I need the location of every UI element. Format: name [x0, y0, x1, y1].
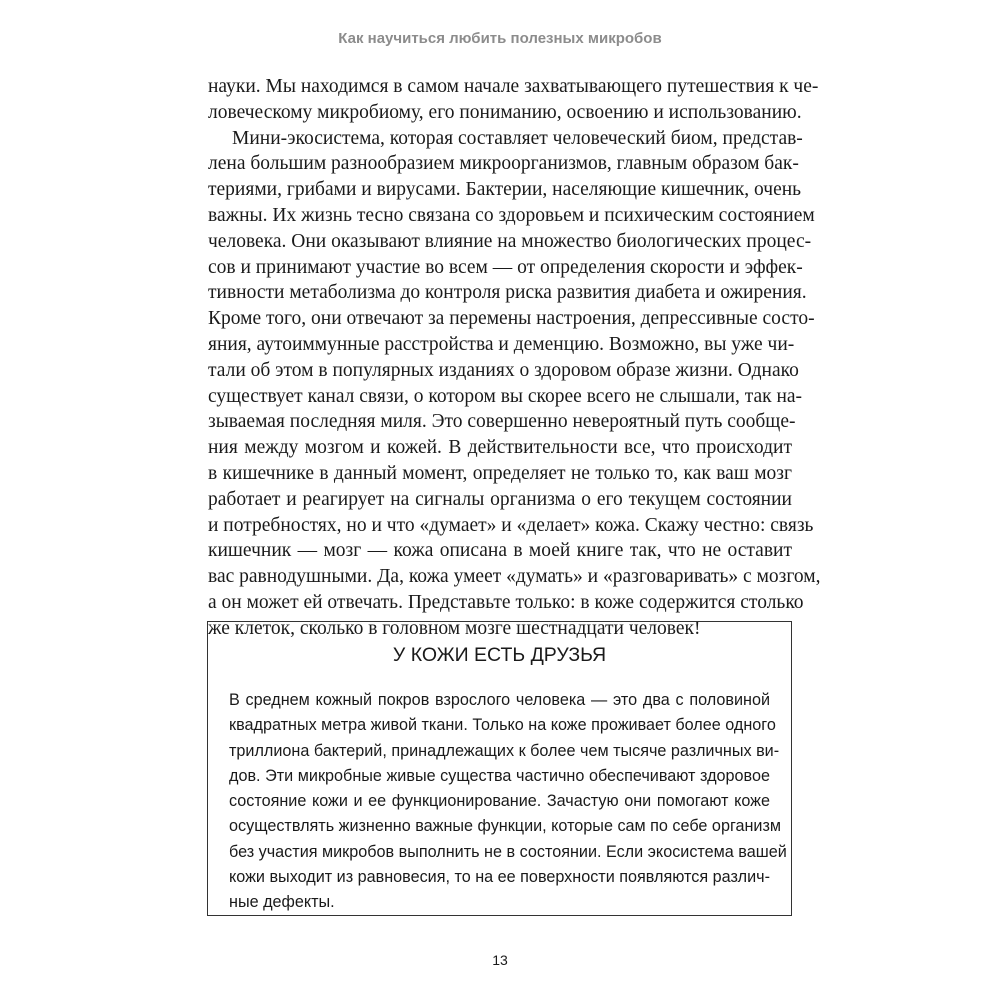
body-line: существует канал связи, о котором вы скорее всего не слышали, так на- — [208, 385, 803, 407]
body-line: же клеток, сколько в головном мозге шестнадцати человек! — [208, 617, 701, 639]
sidebar-line: без участия микробов выполнить не в состоянии. Если экосистема вашей — [229, 842, 787, 861]
body-line: человека. Они оказывают влияние на множество биологических процес- — [208, 230, 812, 252]
body-line: кишечник — мозг — кожа описана в моей книге так, что не оставит — [208, 540, 792, 562]
sidebar-line: кожи выходит из равновесия, то на ее поверхности появляются различ- — [229, 868, 770, 887]
sidebar-line: ные дефекты. — [229, 893, 335, 912]
body-line: териями, грибами и вирусами. Бактерии, населяющие кишечник, очень — [208, 179, 802, 201]
sidebar-line: триллиона бактерий, принадлежащих к более чем тысяче различных ви- — [229, 741, 780, 760]
body-line: лена большим разнообразием микроорганизмов, главным образом бак- — [208, 153, 799, 175]
sidebar-line: состояние кожи и ее функционирование. Зачастую они помогают коже — [229, 792, 770, 811]
body-line: Кроме того, они отвечают за перемены настроения, депрессивные состо- — [208, 308, 815, 330]
body-line: тали об этом в популярных изданиях о здоровом образе жизни. Однако — [208, 359, 799, 381]
body-line: сов и принимают участие во всем — от определения скорости и эффек- — [208, 256, 803, 278]
body-text — [208, 74, 821, 642]
running-head-title: Как научиться любить полезных микробов — [338, 30, 662, 47]
sidebar-line: осуществлять жизненно важные функции, которые сам по себе организм — [229, 817, 782, 836]
sidebar-box — [207, 621, 792, 916]
body-line: вас равнодушными. Да, кожа умеет «думать» и «разговаривать» с мозгом, — [208, 566, 821, 588]
sidebar-title: У КОЖИ ЕСТЬ ДРУЗЬЯ — [392, 644, 607, 666]
sidebar-line: дов. Эти микробные живые существа частично обеспечивают здоровое — [229, 766, 770, 785]
body-line: ния между мозгом и кожей. В действительности все, что происходит — [208, 437, 792, 459]
body-line: тивности метаболизма до контроля риска развития диабета и ожирения. — [208, 282, 807, 304]
sidebar-line: квадратных метра живой ткани. Только на коже проживает более одного — [229, 716, 776, 735]
page-number: 13 — [492, 952, 508, 968]
sidebar-line: В среднем кожный покров взрослого человека — это два с половиной — [229, 691, 770, 709]
body-line: яния, аутоиммунные расстройства и деменцию. Возможно, вы уже чи- — [208, 333, 795, 355]
body-line: зываемая последняя миля. Это совершенно невероятный путь сообще- — [208, 411, 796, 433]
body-line: работает и реагирует на сигналы организма о его текущем состоянии — [208, 488, 792, 510]
body-line: а он может ей отвечать. Представьте только: в коже содержится столько — [208, 591, 804, 613]
body-line: ловеческому микробиому, его пониманию, освоению и использованию. — [208, 101, 802, 123]
sidebar-text — [229, 688, 787, 916]
body-line: в кишечнике в данный момент, определяет не только то, как ваш мозг — [208, 462, 792, 484]
body-line: важны. Их жизнь тесно связана со здоровьем и психическим состоянием — [208, 204, 815, 226]
body-line: Мини-экосистема, которая составляет человеческий биом, представ- — [232, 127, 803, 149]
body-line: и потребностях, но и что «думает» и «делает» кожа. Скажу честно: связь — [208, 514, 814, 536]
body-line: науки. Мы находимся в самом начале захватывающего путешествия к че- — [208, 76, 819, 97]
